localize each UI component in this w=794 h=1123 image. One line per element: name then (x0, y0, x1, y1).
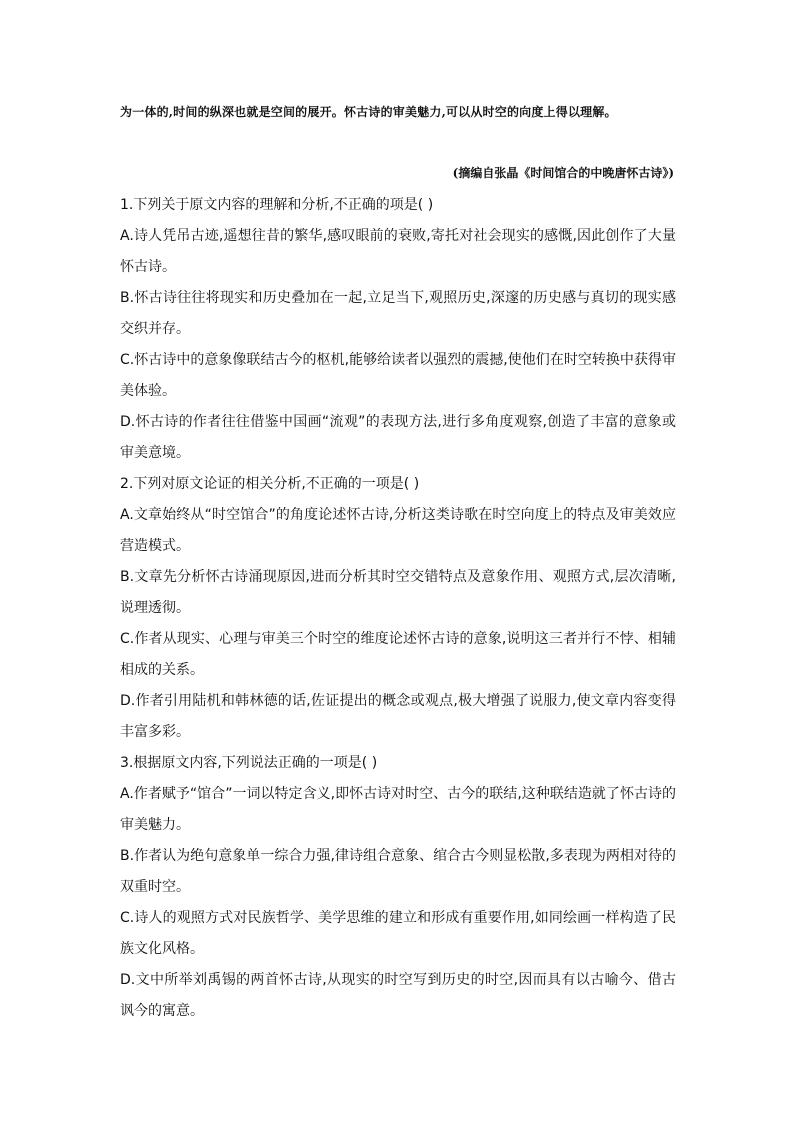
question-stem: 3.根据原文内容,下列说法正确的一项是( ) (120, 755, 378, 771)
question-stem: 1.下列关于原文内容的理解和分析,不正确的项是( ) (120, 197, 434, 213)
question-option-b: B.怀古诗往往将现实和历史叠加在一起,立足当下,观照历史,深邃的历史感与真切的现实感交织并存。 (120, 290, 676, 337)
question-option-a: A.文章始终从“时空馆合”的角度论述怀古诗,分析这类诗歌在时空向度上的特点及审美效应营造模式。 (120, 507, 676, 554)
question-option-c: C.怀古诗中的意象像联结古今的枢机,能够给读者以强烈的震撼,使他们在时空转换中获得审美体验。 (120, 352, 676, 399)
question-option-a: A.诗人凭吊古迹,遥想往昔的繁华,感叹眼前的衰败,寄托对社会现实的感慨,因此创作了大量怀古诗。 (120, 228, 676, 275)
question-stem: 2.下列对原文论证的相关分析,不正确的一项是( ) (120, 476, 420, 492)
question-option-c: C.作者从现实、心理与审美三个时空的维度论述怀古诗的意象,说明这三者并行不悖、相辅相成的关系。 (120, 631, 676, 678)
intro-paragraph-tail: 为一体的,时间的纵深也就是空间的展开。怀古诗的审美魅力,可以从时空的向度上得以理解。 (120, 105, 617, 119)
question-2 (120, 469, 676, 748)
question-3 (120, 748, 676, 1027)
question-1 (120, 190, 676, 469)
question-option-a: A.作者赋予“馆合”一词以特定含义,即怀古诗对时空、古今的联结,这种联结造就了怀古诗的审美魅力。 (120, 786, 676, 833)
question-option-b: B.文章先分析怀古诗涌现原因,进而分析其时空交错特点及意象作用、观照方式,层次清晰,说理透彻。 (120, 569, 676, 616)
question-option-d: D.文中所举刘禹锡的两首怀古诗,从现实的时空写到历史的时空,因而具有以古喻今、借古讽今的寓意。 (120, 972, 676, 1019)
question-option-b: B.作者认为绝句意象单一综合力强,律诗组合意象、绾合古今则显松散,多表现为两相对待的双重时空。 (120, 848, 676, 895)
question-option-d: D.作者引用陆机和韩林德的话,佐证提出的概念或观点,极大增强了说服力,使文章内容变得丰富多彩。 (120, 693, 676, 740)
question-option-c: C.诗人的观照方式对民族哲学、美学思维的建立和形成有重要作用,如同绘画一样构造了民族文化风格。 (120, 910, 676, 957)
source-citation: (摘编自张晶《时间馆合的中晚唐怀古诗》) (452, 166, 674, 180)
question-list (120, 190, 676, 1027)
question-option-d: D.怀古诗的作者往往借鉴中国画“流观”的表现方法,进行多角度观察,创造了丰富的意象或审美意境。 (120, 414, 676, 461)
